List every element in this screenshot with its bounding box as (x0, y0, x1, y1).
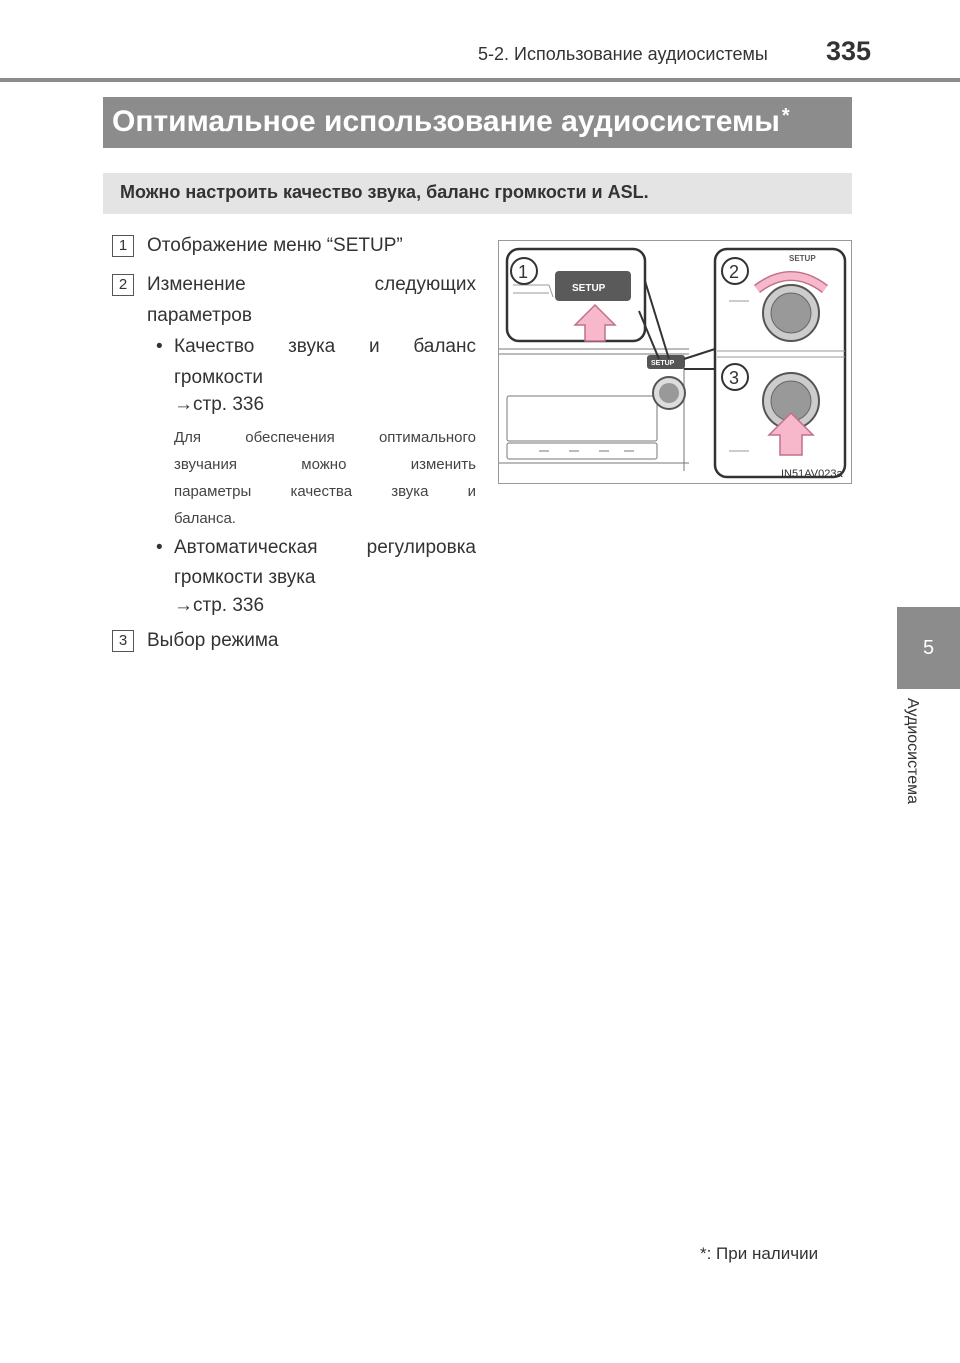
bullet-1-note-line4: баланса. (174, 510, 236, 527)
callout-3: 3 (729, 368, 740, 388)
bullet-1-page-ref[interactable]: →стр. 336 (174, 394, 265, 415)
zoom-setup-button-label: SETUP (572, 283, 606, 294)
section-title-text: Оптимальное использование аудиосистемы (112, 105, 780, 138)
bullet-2-line2: громкости звука (174, 567, 316, 588)
zoom-panel-setup-label: SETUP (789, 254, 816, 263)
footnote: *: При наличии (700, 1244, 819, 1263)
bullet-1-note-line3: параметры качества звука и (174, 483, 476, 500)
bullet-1-line2: громкости (174, 367, 264, 388)
step-2-text-line2: параметров (147, 305, 252, 326)
bullet-2-line1: • Автоматическая регулировка (174, 532, 476, 563)
chapter-tab-number: 5 (897, 607, 960, 689)
running-header-section: 5-2. Использование аудиосистемы (478, 44, 768, 64)
step-2-text-line1: Изменение следующих (147, 274, 476, 295)
step-3-text: Выбор режима (147, 630, 279, 651)
section-title (112, 105, 790, 139)
step-1-text: Отображение меню “SETUP” (147, 235, 403, 256)
callout-2: 2 (729, 262, 740, 282)
page-number: 335 (826, 36, 872, 66)
step-number-2: 2 (112, 274, 134, 296)
bullet-2-page-ref[interactable]: →стр. 336 (174, 595, 265, 616)
panel-setup-label: SETUP (651, 360, 675, 367)
subtitle-text: Можно настроить качество звука, баланс громкости и ASL. (120, 182, 649, 202)
step-number-1: 1 (112, 235, 134, 257)
step-number-3: 3 (112, 630, 134, 652)
header-rule (0, 78, 960, 82)
chapter-tab-label: Аудиосистема (904, 698, 921, 805)
bullet-1-note-line1: Для обеспечения оптимального (174, 429, 476, 446)
availability-marker: * (781, 105, 790, 127)
illustration-code: IN51AV023a (781, 468, 843, 480)
bullet-1-note-line2: звучания можно изменить (174, 456, 476, 473)
bullet-1-line1: • Качество звука и баланс (174, 331, 476, 362)
audio-panel-illustration (498, 240, 852, 484)
callout-1: 1 (518, 262, 529, 282)
